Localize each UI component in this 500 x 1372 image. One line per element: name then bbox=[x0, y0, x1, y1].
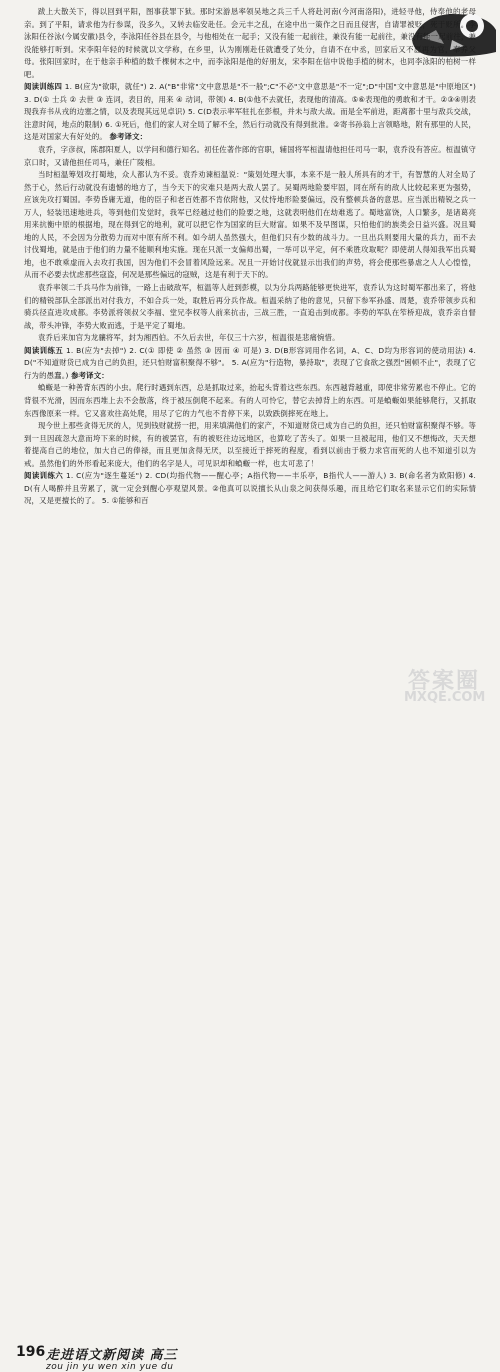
paragraph: 跋上大散关下，得以回到平阳，图事获罪下狱。那时宋游恳率领吴地之兵三千人将赴河南(今河南洛阳)，进轻寻他，侍奉他的老母亲。到了平阳，请求他为行参谋，没多久，又转去临安赴任。会元丰之乱，在途中出一策作之日而且侵害，自请罪被贬，死于贬所。李泳阳任谷泳(今属安徽)县令，李泳阳任谷县在县令，与他相处在一起手；又没有能一起前往，兼没有能一起前往，兼没有能一起前往，兼没能够打听到。宋李阳年轻的时候就以文学称，在乡里，认为刚刚赴任就遭受了处分，自请不在中丞，回家后又不愿再为官，奉养父母。张阳回家时，在于他亲手种植的数千棵树木之中，而李泳阳是他的好朋友，宋李阳在信中说他手植的树木，也同李泳阳的柏树一样吧。 bbox=[24, 7, 476, 79]
exercise-6-answers: 阅读训练六 1. C(应为"逐生蔓延") 2. CD(均指代物——醒心亭；A指代物——丰乐亭，B指代人——游人) 3. B(命名者为欧阳修) 4. D(有人喝醉并且劳累了，就一定会到醒心亭观望风景。②他真可以说擅长从山泉之间获得乐趣，而且给它们取名来显示它们的实际情况，又是更擅长的了。 5. ①能够和百 bbox=[24, 471, 476, 506]
exercise-4-answers: 阅读训练四 1. B(应为"欲职，就任") 2. A("B"非常"文中意思是"不一般";C"不必"文中意思是"不一定";D"中国"文中意思是"中原地区") 3. D(① 士兵 ② 去世 ③ 连词，表目的，用来 ④ 动词，带领) 4. B(①他不去就任，表现他的清高。⑤⑥表现他的勇敢和才干。②③④则表现我弃书从戎的边塞之情，以及表现其远见卓识) 5. C(D表示率军驻扎在彭根，并未与敌大战。而是全军前进，距离都十里与敌兵交战，注意时间，地点的限制) 6. ①死后，他们的家人对全局了解不全，然后行动就没有得到批准。②寄书孙翁上言领略地，附有那里的人民，这是对国家大有好处的。 参考译文： bbox=[24, 82, 476, 142]
paragraph: 当时桓温筹划攻打蜀地，众人都认为不妥。袁乔劝谏桓温说："策划处理大事，本来不是一般人所具有的才干，有智慧的人对全局了然于心，然后行动就没有遗憾的地方了，当今天下的灾难只是两大敌人罢了。吴蜀两地险要牢固，同在所有的敌人比较起来更为强势，应该先攻打蜀国。李势昏庸无道，他的臣子和老百姓都不肯依附他，又仗恃地形险要偏远，没有整顿兵备的意思。应当派出精锐之兵一万人，轻装迅速地进兵，等到他们发觉时，我军已经越过他们的险要之地，这就表明他们在劫难逃了。蜀地富饶，人口繁多，是诸葛亮用来抗衡中原的根据地，现在得到它的地利，就可以把它作为国家的巨大财富。如果不及早图谋，只怕他们的族类会日益兴盛。况且蜀地的人民，不会因为分散势力而对中原有所不利。如今胡人虽然强大，但他们只有少数的战斗力。一旦出兵则要用大量的兵力，而不去讨伐蜀地，就是由于他们的力量不能顺利地实施。现在只派一支偏师出蜀，一举可以平定，何不乘胜攻取呢？即使胡人得知我军出兵蜀地，也不敢乘虚而入去攻打我国，因为他们不会冒着风险远来。况且一开始讨伐就显示出我们的声势，将会使那些暴虐之人人心惶惶，从而不必要去忧虑那些寇盗，何况是那些偏远的寇贼，这是有利于天下的。 bbox=[24, 170, 476, 280]
paragraph: 袁乔，字彦叔，陈郡阳夏人，以学问和德行知名。初任佐著作郎的官职，辅国将军桓温请他担任司马一职，袁乔没有答应。桓温镇守京口时，又请他担任司马，兼任广陵相。 bbox=[24, 145, 476, 167]
paragraph: 袁乔后来加官为龙骧将军，封为湘西伯。不久后去世，年仅三十六岁，桓温很是悲痛惋惜。 bbox=[38, 333, 340, 343]
paragraph: 袁乔率领二千兵马作为前锋，一路上击破敌军，桓温等人赶到彭模，以为分兵两路能够更快进军，袁乔认为这时蜀军都出来了，将他们的精锐部队全部派出对付我方，不如合兵一处，取胜后再分兵作战。桓温采纳了他的意见，只留下参军孙盛、周楚，袁乔带领步兵和骑兵径直进攻成都。李势派将领叔父李福、堂兄李权等人前来抗击，三战三胜，一直追击到成都。李势的军队在笮桥迎战，袁乔亲自督战，带头冲锋，李势大败而逃，于是平定了蜀地。 bbox=[24, 283, 476, 330]
watermark-url: MXQE.COM bbox=[404, 690, 486, 705]
exercise-5-answers: 阅读训练五 1. B(应为"去掉") 2. C(① 即使 ② 虽然 ③ 因而 ④ 可是) 3. D(B形容词用作名词，A、C、D均为形容词的使动用法) 4. D("不知道财货已成为自己的负担，还只怕财富积聚得不够"。 5. A(应为"行造物，暴持取"，表现了它食欲之强烈"困顿不止"，表现了它行为的愚蠢。) 参考译文： bbox=[24, 345, 476, 380]
paragraph: 蝜蝂是一种善背东西的小虫。爬行时遇到东西，总是抓取过来，抬起头背着这些东西。东西越背越重，即使非常劳累也不停止。它的背很不光滑，因而东西堆上去不会散落，终于被压倒爬不起来。有的人可怜它，替它去掉背上的东西。可是蝜蝂如果能够爬行，又抓取东西像原来一样。它又喜欢往高处爬，用尽了它的力气也不肯停下来，以致跌倒摔死在地上。 bbox=[24, 383, 476, 418]
paragraph: 现今世上那些贪得无厌的人，见到钱财就捞一把，用来填满他们的家产，不知道财货已成为自己的负担，还只怕财富积聚得不够。等到一旦因疏忽大意而垮下来的时候，有的被罢官，有的被贬往边远地区，也算吃了苦头了。如果一旦被起用，他们又不想悔改，天天想着提高自己的地位，加大自己的俸禄，而且更加贪得无厌，以至接近于摔死的程度，看到以前由于极力求官而死的人也不知道引以为戒。虽然他们的外形看起来庞大，他们的名字是人，可见识却和蝜蝂一样，也太可悲了！ bbox=[24, 421, 476, 468]
answer-text-body bbox=[24, 6, 476, 508]
watermark-text: 答案圈 bbox=[408, 669, 481, 694]
page-number: 196 bbox=[16, 1344, 46, 1360]
book-pinyin: zou jin yu wen xin yue du bbox=[46, 1362, 174, 1372]
book-title: 走进语文新阅读 高三 bbox=[46, 1348, 178, 1363]
